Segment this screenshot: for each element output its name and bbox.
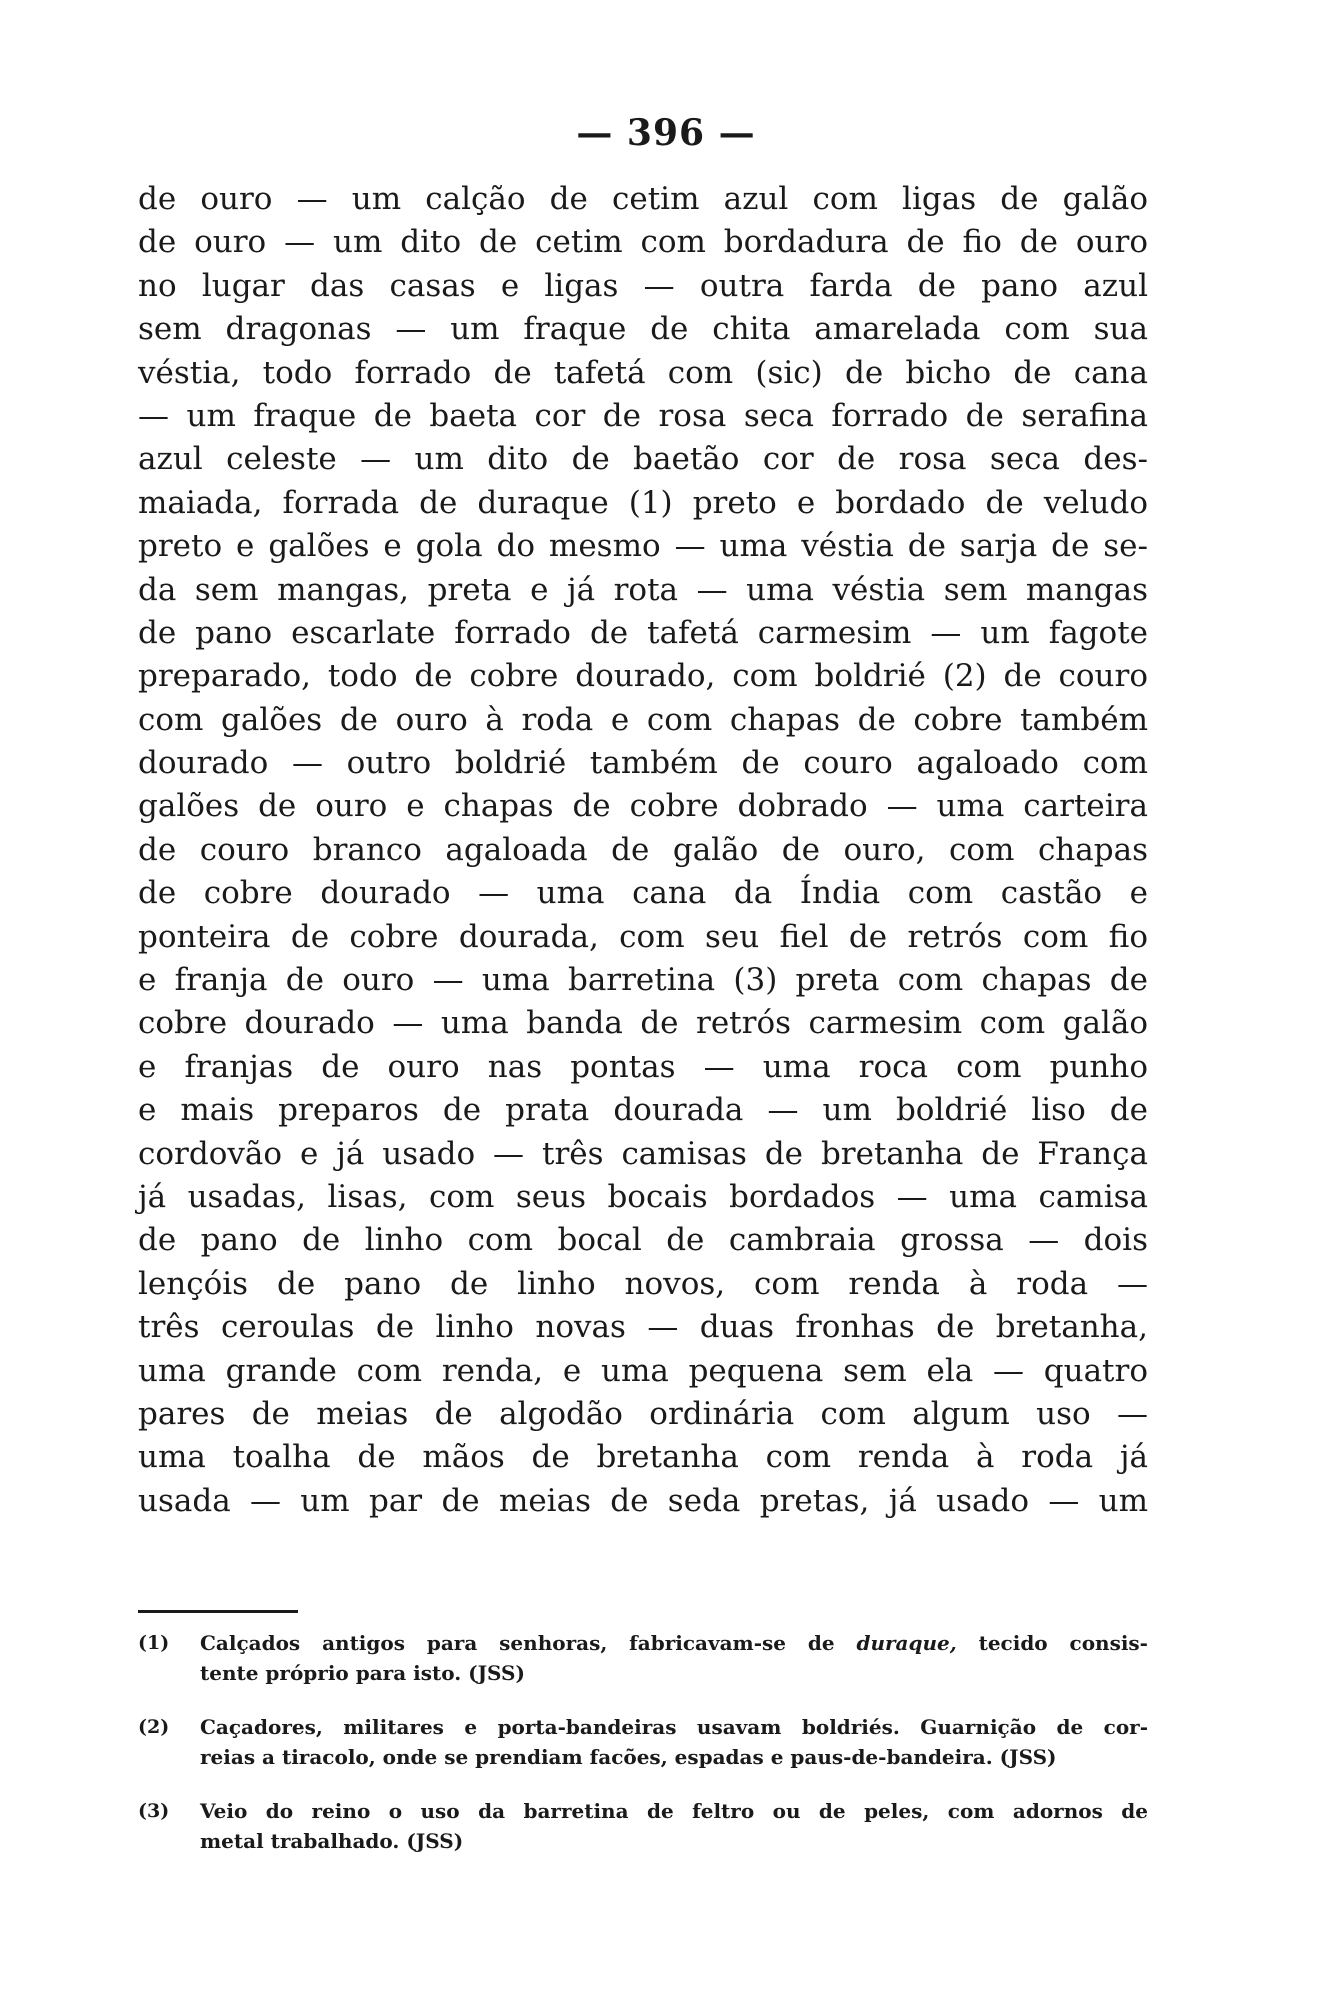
- footnote-line: [200, 1628, 1148, 1658]
- footnote-marker: (1): [138, 1632, 170, 1654]
- body-line: preparado, todo de cobre dourado, com boldrié (2) de couro: [138, 658, 1148, 695]
- body-line: uma toalha de mãos de bretanha com renda à roda já: [138, 1439, 1148, 1476]
- footnote-line: reias a tiracolo, onde se prendiam facões, espadas e paus-de-bandeira. (JSS): [200, 1745, 1057, 1769]
- footnotes: [138, 1628, 1148, 1880]
- body-line: dourado — outro boldrié também de couro agaloado com: [138, 745, 1148, 782]
- body-text: [138, 178, 1148, 1523]
- body-line: usada — um par de meias de seda pretas, já usado — um: [138, 1482, 1148, 1519]
- footnote-text-segment: tecido consis-: [978, 1631, 1148, 1655]
- footnote-line: metal trabalhado. (JSS): [200, 1829, 464, 1853]
- body-line: de couro branco agaloada de galão de ouro, com chapas: [138, 831, 1148, 868]
- footnote-text: [200, 1712, 1148, 1772]
- body-line: da sem mangas, preta e já rota — uma véstia sem mangas: [138, 571, 1148, 608]
- footnote-line: Caçadores, militares e porta-bandeiras usavam boldriés. Guarnição de cor-: [200, 1715, 1148, 1739]
- body-line: e franja de ouro — uma barretina (3) preta com chapas de: [138, 962, 1148, 999]
- footnote-1: [138, 1628, 1148, 1688]
- body-line: no lugar das casas e ligas — outra farda de pano azul: [138, 267, 1148, 304]
- body-line: uma grande com renda, e uma pequena sem ela — quatro: [138, 1352, 1148, 1389]
- body-line: véstia, todo forrado de tafetá com (sic) de bicho de cana: [138, 354, 1148, 391]
- body-line: galões de ouro e chapas de cobre dobrado — uma carteira: [138, 788, 1148, 825]
- body-line: três ceroulas de linho novas — duas fronhas de bretanha,: [138, 1309, 1148, 1346]
- footnote-line: Veio do reino o uso da barretina de feltro ou de peles, com adornos de: [200, 1799, 1148, 1823]
- footnote-divider: [138, 1610, 298, 1613]
- footnote-text: [200, 1628, 1148, 1688]
- body-line: lençóis de pano de linho novos, com renda à roda —: [138, 1265, 1148, 1302]
- footnote-italic-term: duraque,: [856, 1631, 957, 1655]
- footnote-text-segment: Calçados antigos para senhoras, fabricavam-se de: [200, 1631, 835, 1655]
- body-line: de ouro — um calção de cetim azul com ligas de galão: [138, 181, 1148, 217]
- footnote-2: [138, 1712, 1148, 1772]
- body-line: e franjas de ouro nas pontas — uma roca com punho: [138, 1048, 1148, 1085]
- body-line: de pano escarlate forrado de tafetá carmesim — um fagote: [138, 614, 1148, 651]
- body-line: maiada, forrada de duraque (1) preto e bordado de veludo: [138, 484, 1148, 521]
- body-line: pares de meias de algodão ordinária com algum uso —: [138, 1395, 1148, 1432]
- body-line: cordovão e já usado — três camisas de bretanha de França: [138, 1135, 1148, 1172]
- body-line: ponteira de cobre dourada, com seu fiel de retrós com fio: [138, 918, 1148, 955]
- body-line: com galões de ouro à roda e com chapas de cobre também: [138, 701, 1148, 738]
- body-line: de ouro — um dito de cetim com bordadura de fio de ouro: [138, 224, 1148, 261]
- body-line: — um fraque de baeta cor de rosa seca forrado de serafina: [138, 397, 1148, 434]
- footnote-line: tente próprio para isto. (JSS): [200, 1661, 525, 1685]
- body-line: sem dragonas — um fraque de chita amarelada com sua: [138, 311, 1148, 348]
- footnote-marker: (3): [138, 1800, 170, 1822]
- body-line: de pano de linho com bocal de cambraia grossa — dois: [138, 1222, 1148, 1259]
- body-line: e mais preparos de prata dourada — um boldrié liso de: [138, 1092, 1148, 1129]
- body-line: azul celeste — um dito de baetão cor de rosa seca des-: [138, 441, 1148, 478]
- body-line: cobre dourado — uma banda de retrós carmesim com galão: [138, 1005, 1148, 1042]
- footnote-3: [138, 1796, 1148, 1856]
- page-number: — 396 —: [576, 112, 756, 154]
- footnote-marker: (2): [138, 1716, 170, 1738]
- body-line: já usadas, lisas, com seus bocais bordados — uma camisa: [138, 1178, 1148, 1215]
- body-line: preto e galões e gola do mesmo — uma véstia de sarja de se-: [138, 528, 1148, 565]
- footnote-text: [200, 1796, 1148, 1856]
- body-line: de cobre dourado — uma cana da Índia com castão e: [138, 875, 1148, 912]
